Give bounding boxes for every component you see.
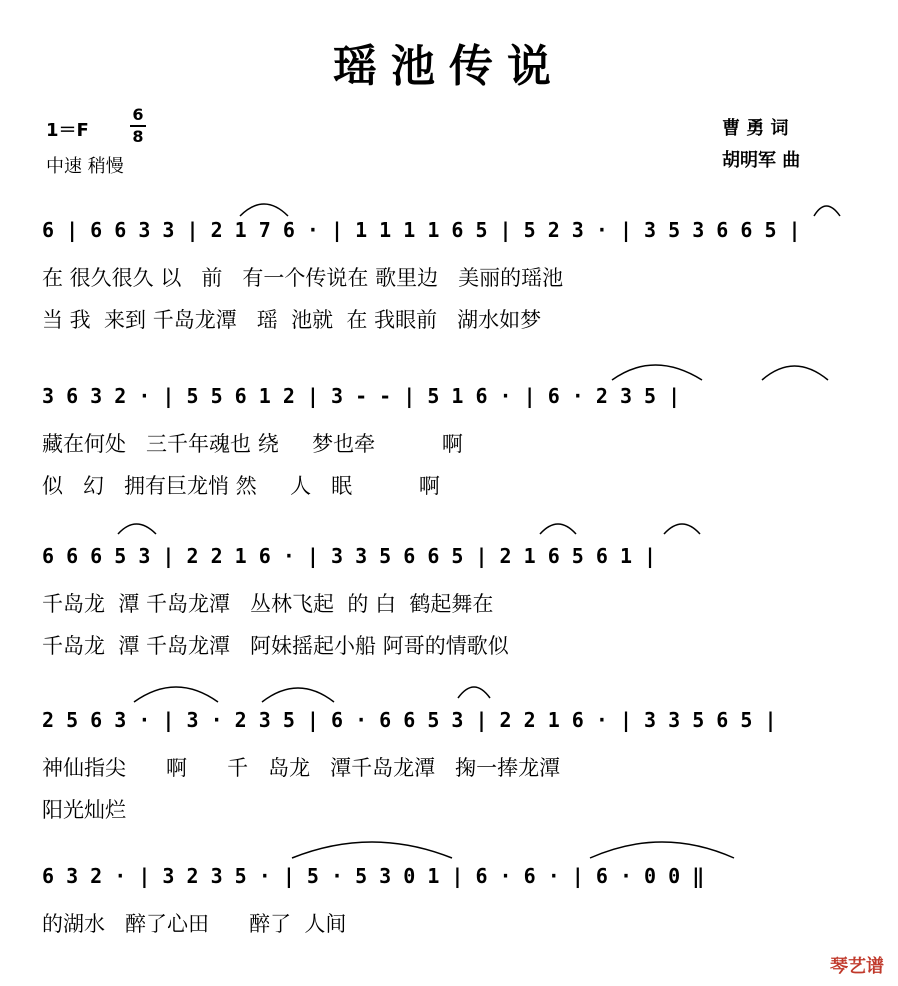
- time-signature-bottom: 8: [132, 127, 144, 146]
- watermark-logo: 琴艺谱: [830, 956, 884, 977]
- lyric-verse-2: 似 幻 拥有巨龙悄 然 人 眠 啊: [42, 474, 440, 498]
- key-signature: 1＝F: [46, 120, 89, 141]
- page-title: 瑶池传说: [333, 41, 565, 92]
- slur-marks: [42, 856, 864, 896]
- lyric-verse-1: 千岛龙 潭 千岛龙潭 丛林飞起 的 白 鹤起舞在: [42, 592, 494, 616]
- lyric-verse-2: 千岛龙 潭 千岛龙潭 阿妹摇起小船 阿哥的情歌似: [42, 634, 509, 658]
- notation-row: 6 3 2 · | 3 2 3 5 · | 5 · 5 3 0 1 | 6 · 6 · | 6 · 0 0 ‖: [42, 864, 705, 888]
- lyricist-credit: 曹 勇 词: [722, 118, 789, 139]
- lyric-verse-1: 在 很久很久 以 前 有一个传说在 歌里边 美丽的瑶池: [42, 266, 564, 290]
- notation-row: 6 6 6 5 3 | 2 2 1 6 · | 3 3 5 6 6 5 | 2 1 6 5 6 1 |: [42, 544, 657, 568]
- composer-credit: 胡明军 曲: [722, 150, 801, 171]
- slur-marks: [42, 210, 864, 250]
- notation-row: 2 5 6 3 · | 3 · 2 3 5 | 6 · 6 6 5 3 | 2 2 1 6 · | 3 3 5 6 5 |: [42, 708, 777, 732]
- lyric-verse-1: 神仙指尖 啊 千 岛龙 潭千岛龙潭 掬一捧龙潭: [42, 756, 561, 780]
- notation-row: 3 6 3 2 · | 5 5 6 1 2 | 3 - - | 5 1 6 · | 6 · 2 3 5 |: [42, 384, 681, 408]
- lyric-verse-2: 当 我 来到 千岛龙潭 瑶 池就 在 我眼前 湖水如梦: [42, 308, 542, 332]
- notation-row: 6 | 6 6 3 3 | 2 1 7 6 · | 1 1 1 1 6 5 | 5 2 3 · | 3 5 3 6 6 5 |: [42, 218, 801, 242]
- tempo-marking: 中速 稍慢: [46, 156, 124, 177]
- lyric-verse-1: 藏在何处 三千年魂也 绕 梦也牵 啊: [42, 432, 463, 456]
- time-signature-top: 6: [132, 105, 144, 124]
- lyric-verse-2: 阳光灿烂: [42, 798, 126, 822]
- slur-marks: [42, 700, 864, 740]
- time-signature: [130, 106, 146, 146]
- slur-marks: [42, 376, 864, 416]
- lyric-verse-1: 的湖水 醉了心田 醉了 人间: [42, 912, 347, 936]
- slur-marks: [42, 536, 864, 576]
